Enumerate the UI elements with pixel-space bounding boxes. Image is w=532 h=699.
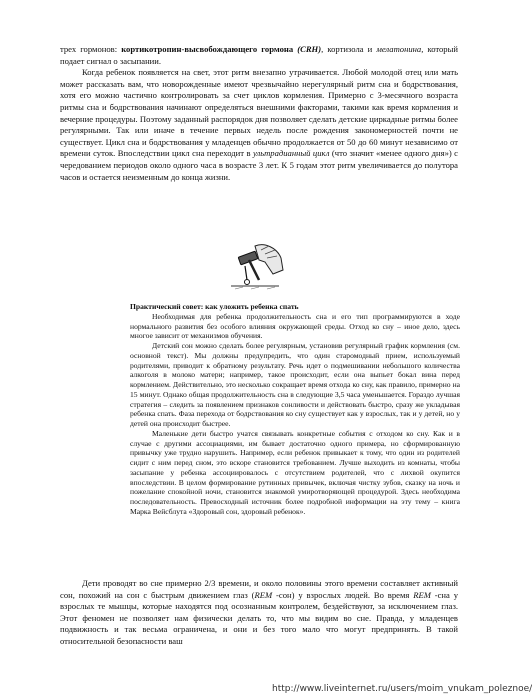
rem-sleep-paragraph (60, 578, 458, 648)
advice-paragraph: Маленькие дети быстро учатся связывать конкретные события с отходом ко сну. Как и в случае с другими ассоциациями, им бывает достаточно одного примера, но сформированную привычку уже трудно нарушить. Например, если ребенок привыкает к тому, что один из родителей сидит с ним перед сном, это вскоре становится требованием. Лучше выходить из комнаты, чтобы засыпание у ребенка ассоциировалось с отсутствием родителей, что с лихвой окупится впоследствии. В целом формирование рутинных привычек, включая чистку зубов, сказку на ночь и пожелание спокойной ночи, становится знакомой умиротворяющей процедурой. Здесь необходима последовательность. Превосходный источник более подробной информации на эту тему – книга Марка Вейсблута «Здоровый сон, здоровый ребенок». (130, 428, 460, 516)
advice-paragraph: Детский сон можно сделать более регулярным, установив регулярный график кормления (см. основной текст). Мы должны предупредить, что один старомодный прием, используемый родителями, приводит к обратному результату. Речь идет о подмешивании небольшого количества алкоголя в молоко матери; например, такое происходит, если она выпьет бокал вина перед кормлением. Действительно, это несколько сокращает время отхода ко сну, как правило, примерно на 15 минут. Однако общая продолжительность сна в следующие 3,5 часа уменьшается. Гораздо лучшая стратегия – следить за появлением признаков сонливости и действовать быстро, сразу же укладывая ребенка спать. Фаза перехода от бодрствования ко сну существует как у взрослых, так и у детей, но у детей она происходит быстрее. (130, 341, 460, 428)
melatonin-term: мелатонина, (376, 44, 424, 54)
ultradian-term: ультрадианный цикл (252, 148, 330, 159)
paragraph-birth-rhythm (60, 67, 458, 183)
text-run: -сна у взрослых те мышцы, которые находятся под осознанным контролем, бездействуют, за исключением глаз. Этот феномен не позволяет нам физически делать то, что мы видим во сне. Правда, у младенцев подвижность и так весьма ограничена, и они и без того мало что могут предпринять. В такой относительной безопасности ваш (60, 589, 458, 646)
source-url-watermark: http://www.liveinternet.ru/users/moim_vnukam_poleznoe/ (272, 684, 532, 694)
practical-advice-box (130, 302, 460, 517)
crh-abbrev: (CRH) (297, 44, 322, 54)
text-run: , кортизола и (321, 44, 377, 54)
paragraph-hormones (60, 44, 458, 67)
text-run: -сон) у взрослых людей. Во время (272, 589, 414, 600)
crh-term: кортикотропин-высвобождающего гормона (121, 44, 294, 54)
rem-term: REM (413, 589, 431, 600)
text-run: Когда ребенок появляется на свет, этот ритм внезапно утрачивается. Любой молодой отец или мать может рассказать вам, что новорожденные имеют чрезвычайно нерегулярный ритм сна и бодрствования, хотя его можно частично контролировать за счет циклов кормления. Примерно с 3-месячного возраста ритмы сна и бодрствования начинают определяться внешними факторами, такими как время кормления и вечерние процедуры. Поэтому заданный распорядок дня позволяет сделать детские циркадные ритмы более регулярными. Так или иначе в течение первых недель после рождения закономерностей почти не существует. Цикл сна и бодрствования у младенцев обычно продолжается от 50 до 60 минут независимо от времени суток. Впоследствии цикл сна переходит в (60, 67, 458, 159)
intro-paragraph (60, 44, 458, 183)
text-run: который подает сигнал о засыпании. (60, 44, 458, 66)
advice-paragraph: Необходимая для ребенка продолжительность сна и его тип программируются в ходе нормального развития без особого влияния окружающей среды. Отход ко сну – иное дело, здесь многое зависит от механизмов обучения. (130, 311, 460, 341)
hand-hammer-nail-icon (225, 240, 285, 292)
advice-heading: Практический совет: как уложить ребенка спать (130, 302, 299, 311)
text-run: (что значит «менее одного дня») с чередованием периодов около одного часа в возрасте 3 лет. К 5 годам этот ритм увеличивается до полутора часов и остается неизменным до конца жизни. (60, 148, 458, 182)
text-run: Дети проводят во сне примерно 2/3 времени, и около половины этого времени составляет активный сон, похожий на сон с быстрым движением глаз ( (60, 578, 458, 600)
rem-term: REM (254, 589, 273, 600)
text-run: трех гормонов: (60, 44, 122, 54)
